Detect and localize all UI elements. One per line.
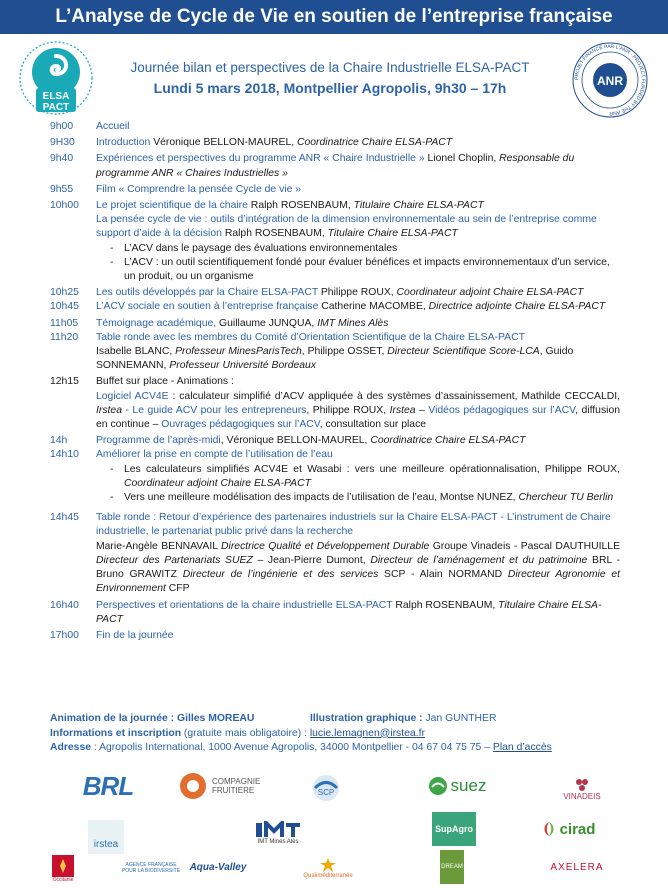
activity-link[interactable]: Ouvrages pédagogiques sur l’ACV	[161, 419, 320, 431]
partner-logos	[0, 760, 668, 893]
item-title: Les outils développés par la Chaire ELSA-PACT	[96, 287, 318, 299]
speaker-role: Coordinateur adjoint Chaire ELSA-PACT	[396, 287, 584, 299]
activity-text: : calculateur simplifié d’ACV appliquée à des systèmes d’assainissement, Mathilde CECCALDI,	[168, 390, 620, 402]
imt-mines-ales-logo	[250, 816, 306, 850]
contact-email-link[interactable]: lucie.lemagnen@irstea.fr	[309, 727, 425, 739]
schedule-item	[50, 434, 620, 448]
schedule-item	[50, 120, 620, 134]
schedule-item	[50, 331, 620, 374]
speaker: , Philippe OSSET,	[301, 346, 388, 358]
program-schedule	[50, 120, 620, 643]
schedule-item	[50, 183, 620, 197]
time: 12h15	[50, 376, 79, 388]
svg-text:PROJET FINANCÉ PAR L'ANR · PRO: PROJET FINANCÉ PAR L'ANR · PROJECT FUNDED BY THE ANR	[573, 43, 647, 117]
item-title: Accueil	[96, 121, 130, 132]
aqua-valley-logo	[188, 854, 248, 880]
time: 10h25	[50, 287, 79, 299]
schedule-item	[50, 152, 620, 180]
axelera-logo	[544, 856, 610, 878]
animation-label: Animation de la journée :	[50, 713, 175, 724]
speaker: Catherine MACOMBE,	[318, 301, 429, 313]
svg-text:ELSA: ELSA	[42, 91, 70, 102]
activity-link[interactable]: Logiciel ACV4E	[96, 390, 169, 402]
elsa-pact-logo	[10, 38, 102, 126]
item-title: Buffet sur place - Animations :	[96, 376, 234, 388]
item-title: Témoignage académique,	[96, 317, 217, 329]
bullet-text: L’ACV dans le paysage des évaluations environnementales	[124, 242, 398, 254]
info-label: Informations et inscription	[50, 727, 182, 739]
speaker: , Véronique BELLON-MAUREL,	[220, 435, 371, 447]
activity-text: , diffusion en continue –	[96, 404, 621, 431]
brl-logo	[78, 766, 138, 806]
compagnie-text: COMPAGNIE FRUITIERE	[212, 777, 261, 795]
organisation: Irstea	[96, 404, 122, 416]
supagro-logo	[432, 812, 476, 846]
item-title: Film « Comprendre la pensée Cycle de vie »	[96, 183, 302, 195]
compagnie-fruitiere-logo	[178, 770, 278, 802]
bullet-item: - Les calculateurs simplifiés ACV4E et Wasabi : vers une meilleure opérationnalisation, Philippe ROUX, Coordinateur adjoint Chaire ELSA-PACT	[110, 463, 620, 489]
speaker-role: Coordinatrice Chaire ELSA-PACT	[297, 137, 453, 149]
dream-text: DREAM	[441, 864, 463, 870]
suez-logo	[422, 772, 492, 800]
cirad-text: cirad	[559, 820, 596, 838]
vinadeis-text: VINADEIS	[563, 791, 601, 801]
time: 17h00	[50, 629, 79, 641]
dream-logo	[440, 850, 464, 884]
speaker-role: Professeur MinesParisTech	[175, 346, 302, 358]
banner-title: L’Analyse de Cycle de Vie en soutien de l’entreprise française	[55, 6, 613, 27]
schedule-item	[50, 629, 620, 643]
illustration-label: Illustration graphique :	[310, 713, 423, 724]
bullet-item: - L’ACV : un outil scientifiquement fondé pour évaluer bénéfices et impacts environnementaux d’un service, un produit, ou un organisme	[96, 256, 620, 284]
aqua-valley-text: Aqua-Valley	[189, 861, 247, 873]
speaker: – Jean-Pierre Dumont,	[252, 554, 371, 566]
speaker-role: Titulaire Chaire ELSA-PACT	[96, 599, 602, 625]
activity-text: , Philippe ROUX,	[306, 404, 390, 416]
speaker-role: Directeur Scientifique Score-LCA	[387, 346, 540, 358]
item-title: Perspectives et orientations de la chaire industrielle ELSA-PACT	[96, 599, 393, 611]
speaker-role: Responsable du programme ANR « Chaires Industrielles »	[96, 153, 575, 179]
speaker: , Guido SONNEMANN,	[96, 346, 574, 372]
address-label: Adresse	[50, 742, 92, 753]
info-note: (gratuite mais obligatoire) :	[181, 727, 310, 739]
schedule-item	[50, 136, 620, 150]
afb-logo	[118, 856, 184, 880]
time: 10h45	[50, 301, 79, 313]
speaker-role: Titulaire Chaire ELSA-PACT	[327, 228, 458, 240]
schedule-item	[50, 286, 620, 300]
speaker-role: Directeur de l’aménagement et du patrimoine	[370, 554, 588, 566]
activity-text: , consultation sur place	[319, 419, 427, 431]
imt-text: IMT Mines Alès	[257, 839, 299, 845]
speaker-role: Directrice adjointe Chaire ELSA-PACT	[428, 301, 606, 313]
activity-link[interactable]: - Le guide ACV pour les entrepreneurs	[122, 404, 307, 416]
speaker: Groupe Vinadeis - Pascal DAUTHUILLE	[429, 540, 620, 552]
speaker: Ralph ROSENBAUM,	[392, 599, 499, 611]
speaker-role: IMT Mines Alès	[317, 317, 389, 329]
time: 14h10	[50, 449, 79, 461]
anr-logo	[560, 38, 660, 126]
event-date-location: Lundi 5 mars 2018, Montpellier Agropolis, 9h30 – 17h	[153, 80, 507, 96]
afb-text: AGENCE FRANÇAISE POUR LA BIODIVERSITÉ	[121, 862, 181, 874]
item-title: Table ronde avec les membres du Comité d’Orientation Scientifique de la Chaire ELSA-PACT	[96, 331, 525, 343]
item-title: Table ronde : Retour d’expérience des partenaires industriels sur la Chaire ELSA-PACT - L’instrument de Chaire industrielle, le partenariat public privé dans la recherche	[96, 512, 611, 538]
schedule-item	[50, 317, 620, 331]
vinadeis-logo	[552, 774, 612, 804]
suez-text: suez	[450, 776, 487, 795]
schedule-item	[50, 448, 620, 505]
speaker-role: Chercheur TU Berlin	[518, 492, 614, 504]
occitanie-logo	[50, 852, 76, 886]
time: 9h00	[50, 121, 74, 132]
irstea-logo	[88, 820, 124, 854]
schedule-item	[50, 300, 620, 314]
speaker-role: Directeur des Partenariats SUEZ	[96, 554, 253, 566]
bullet-text: L’ACV : un outil scientifiquement fondé pour évaluer bénéfices et impacts environnementaux d’un service, un produit, ou un organisme	[124, 256, 610, 283]
speaker: CFP	[165, 583, 190, 595]
svg-text:ANR: ANR	[597, 74, 623, 88]
bullet-item: - L’ACV dans le paysage des évaluations environnementales	[96, 242, 620, 256]
schedule-item	[50, 599, 620, 627]
time: 16h40	[50, 599, 79, 611]
footer-info	[50, 712, 650, 756]
bullet-text: Vers une meilleure modélisation des impacts de l’utilisation de l’eau, Montse NUNEZ,	[124, 492, 519, 504]
map-link[interactable]: Plan d’accès	[492, 742, 552, 753]
item-title: La pensée cycle de vie : outils d’intégration de la dimension environnementale au sein de l’entreprise comme support d’aide à la décision	[96, 214, 597, 240]
time: 9h40	[50, 153, 74, 165]
svg-text:PACT: PACT	[42, 102, 70, 113]
speaker: SCP - Alain NORMAND	[378, 569, 508, 581]
scp-text: SCP	[317, 788, 335, 797]
item-title: Expériences et perspectives du programme ANR « Chaire Industrielle »	[96, 153, 425, 165]
qualimediterranee-logo	[298, 852, 358, 884]
item-title: L’ACV sociale en soutien à l’entreprise française	[96, 301, 319, 313]
time: 9H30	[50, 137, 75, 149]
item-title: Programme de l’après-midi	[96, 435, 221, 447]
time: 14h	[50, 435, 68, 447]
speaker-role: Professeur Université Bordeaux	[169, 360, 317, 372]
speaker: Véronique BELLON-MAUREL,	[150, 137, 297, 149]
speaker: Guillaume JUNQUA,	[216, 317, 318, 329]
speaker: Lionel Choplin,	[424, 153, 500, 165]
irstea-text: irstea	[93, 838, 119, 850]
time: 11h20	[50, 331, 79, 343]
speaker-role: Coordinateur adjoint Chaire ELSA-PACT	[124, 477, 311, 489]
speaker-role: Directeur de l’ingénierie et des services	[182, 569, 379, 581]
speaker: Philippe ROUX,	[317, 287, 397, 299]
time: 9h55	[50, 183, 74, 195]
item-title: Le projet scientifique de la chaire	[96, 200, 248, 212]
speaker-role: Coordinatrice Chaire ELSA-PACT	[370, 435, 526, 447]
qualimed-text: Qualiméditerranée	[303, 873, 353, 879]
speaker: Ralph ROSENBAUM,	[247, 200, 354, 212]
time: 10h00	[50, 200, 79, 212]
schedule-item	[50, 375, 620, 432]
scp-logo	[308, 772, 344, 804]
bullet-text: Les calculateurs simplifiés ACV4E et Wasabi : vers une meilleure opérationnalisation, Philippe ROUX,	[124, 463, 620, 475]
event-title: Journée bilan et perspectives de la Chaire Industrielle ELSA-PACT	[130, 60, 530, 75]
animation-value: Gilles MOREAU	[174, 713, 255, 724]
axelera-text: AXELERA	[550, 861, 604, 873]
schedule-item	[50, 199, 620, 284]
speaker: Marie-Angèle BENNAVAIL	[96, 540, 222, 552]
speaker-role: Directeur Agronomie et Environnement	[96, 569, 620, 595]
address-value: : Agropolis International, 1000 Avenue Agropolis, 34000 Montpellier - 04 67 04 75 75 –	[91, 742, 493, 753]
time: 11h05	[50, 317, 79, 329]
time: 14h45	[50, 512, 79, 524]
speaker: BRL - Bruno GRAWITZ	[96, 554, 620, 581]
organisation: Irstea	[389, 404, 416, 416]
item-title: Fin de la journée	[96, 629, 174, 641]
bullet-item: - Vers une meilleure modélisation des impacts de l’utilisation de l’eau, Montse NUNEZ, Chercheur TU Berlin	[110, 492, 614, 504]
activity-text: –	[415, 404, 429, 416]
cirad-logo	[538, 816, 598, 842]
occitanie-text: Occitanie	[52, 877, 74, 883]
speaker: Ralph ROSENBAUM,	[221, 228, 328, 240]
illustration-value: Jan GUNTHER	[422, 713, 497, 724]
schedule-item	[50, 511, 620, 596]
activity-link[interactable]: Vidéos pédagogiques sur l’ACV	[428, 404, 576, 416]
banner	[0, 0, 668, 34]
brl-text: BRL	[82, 770, 134, 801]
item-title: Introduction	[96, 137, 151, 149]
item-title: Améliorer la prise en compte de l’utilisation de l’eau	[96, 449, 333, 461]
speaker: Isabelle BLANC,	[96, 346, 176, 358]
supagro-text: SupAgro	[435, 824, 473, 834]
speaker-role: Directrice Qualité et Développement Durable	[221, 540, 430, 552]
speaker-role: Titulaire Chaire ELSA-PACT	[353, 200, 484, 212]
